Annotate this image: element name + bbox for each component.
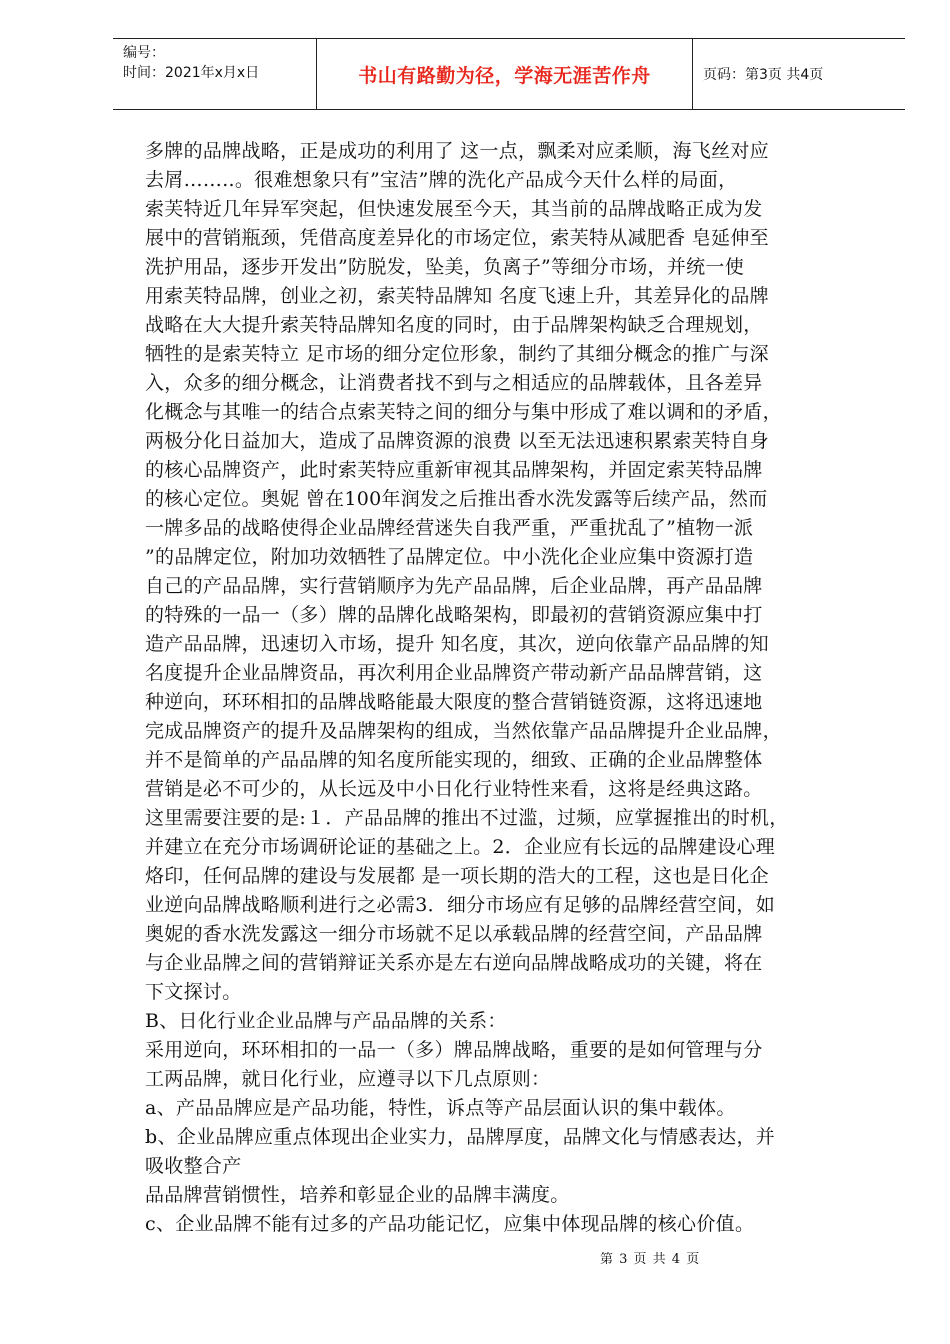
text-line: 牺牲的是索芙特立 足市场的细分定位形象，制约了其细分概念的推广与深 — [145, 343, 769, 365]
text-line: 用索芙特品牌，创业之初，索芙特品牌知 名度飞速上升，其差异化的品牌 — [145, 285, 769, 307]
text-line: 工两品牌，就日化行业，应遵寻以下几点原则： — [145, 1068, 551, 1090]
text-line: 名度提升企业品牌资品，再次利用企业品牌资产带动新产品品牌营销，这 — [145, 662, 763, 684]
text-line: 化概念与其唯一的结合点索芙特之间的细分与集中形成了难以调和的矛盾， — [145, 401, 782, 423]
text-line: 这里需要注要的是:１．产品品牌的推出不过滥，过频，应掌握推出的时机， — [145, 807, 789, 829]
text-line: 品品牌营销惯性，培养和彰显企业的品牌丰满度。 — [145, 1184, 570, 1206]
text-line: 入，众多的细分概念，让消费者找不到与之相适应的品牌载体，且各差异 — [145, 372, 763, 394]
text-line: a、产品品牌应是产品功能，特性，诉点等产品层面认识的集中载体。 — [145, 1097, 736, 1119]
text-line: b、企业品牌应重点体现出企业实力，品牌厚度，品牌文化与情感表达，并 — [145, 1126, 776, 1148]
text-line: 下文探讨。 — [145, 981, 242, 1003]
document-body — [145, 137, 870, 1239]
text-line: 的核心品牌资产，此时索芙特应重新审视其品牌架构，并固定索芙特品牌 — [145, 459, 763, 481]
text-line: 烙印，任何品牌的建设与发展都 是一项长期的浩大的工程，这也是日化企 — [145, 865, 769, 887]
doc-number-label: 编号： — [123, 45, 165, 61]
header-page-label: 页码：第3页 共4页 — [703, 67, 824, 83]
page-footer: 第 3 页 共 4 页 — [600, 1252, 701, 1267]
text-line: 吸收整合产 — [145, 1155, 242, 1177]
text-line: 的核心定位。奥妮 曾在100年润发之后推出香水洗发露等后续产品，然而 — [145, 488, 768, 510]
text-line: 营销是必不可少的，从长远及中小日化行业特性来看，这将是经典这路。 — [145, 778, 763, 800]
text-line: 两极分化日益加大，造成了品牌资源的浪费 以至无法迅速积累索芙特自身 — [145, 430, 769, 452]
text-line: 洗护用品，逐步开发出”防脱发，坠美，负离子”等细分市场，并统一使 — [145, 256, 745, 278]
text-line: 自己的产品品牌，实行营销顺序为先产品品牌，后企业品牌，再产品品牌 — [145, 575, 763, 597]
text-line: 去屑……..。很难想象只有”宝洁”牌的洗化产品成今天什么样的局面， — [145, 169, 738, 191]
text-line: 一牌多品的战略使得企业品牌经营迷失自我严重，严重扰乱了”植物一派 — [145, 517, 754, 539]
text-line: 多牌的品牌战略，正是成功的利用了 这一点，飘柔对应柔顺，海飞丝对应 — [145, 140, 769, 162]
text-line: 并不是简单的产品品牌的知名度所能实现的，细致、正确的企业品牌整体 — [145, 749, 763, 771]
text-line: 并建立在充分市场调研论证的基础之上。2．企业应有长远的品牌建设心理 — [145, 836, 775, 858]
doc-time-label: 时间：2021年x月x日 — [123, 65, 260, 81]
text-line: B、日化行业企业品牌与产品品牌的关系： — [145, 1010, 507, 1032]
text-line: 展中的营销瓶颈，凭借高度差异化的市场定位，索芙特从减肥香 皂延伸至 — [145, 227, 769, 249]
text-line: 种逆向，环环相扣的品牌战略能最大限度的整合营销链资源，这将迅速地 — [145, 691, 763, 713]
text-line: 与企业品牌之间的营销辩证关系亦是左右逆向品牌战略成功的关键，将在 — [145, 952, 763, 974]
text-line: ”的品牌定位，附加功效牺牲了品牌定位。中小洗化企业应集中资源打造 — [145, 546, 754, 568]
text-line: 业逆向品牌战略顺利进行之必需3．细分市场应有足够的品牌经营空间，如 — [145, 894, 775, 916]
header-meta — [113, 39, 316, 109]
text-line: 采用逆向，环环相扣的一品一（多）牌品牌战略，重要的是如何管理与分 — [145, 1039, 763, 1061]
page-header — [113, 38, 905, 110]
text-line: 奥妮的香水洗发露这一细分市场就不足以承载品牌的经营空间，产品品牌 — [145, 923, 763, 945]
text-line: 完成品牌资产的提升及品牌架构的组成，当然依靠产品品牌提升企业品牌， — [145, 720, 782, 742]
text-line: 造产品品牌，迅速切入市场，提升 知名度，其次，逆向依靠产品品牌的知 — [145, 633, 769, 655]
header-motto: 书山有路勤为径，学海无涯苦作舟 — [316, 39, 693, 109]
text-line: c、企业品牌不能有过多的产品功能记忆，应集中体现品牌的核心价值。 — [145, 1213, 755, 1235]
text-line: 战略在大大提升索芙特品牌知名度的同时，由于品牌架构缺乏合理规划， — [145, 314, 763, 336]
text-line: 索芙特近几年异军突起，但快速发展至今天，其当前的品牌战略正成为发 — [145, 198, 763, 220]
text-line: 的特殊的一品一（多）牌的品牌化战略架构，即最初的营销资源应集中打 — [145, 604, 763, 626]
